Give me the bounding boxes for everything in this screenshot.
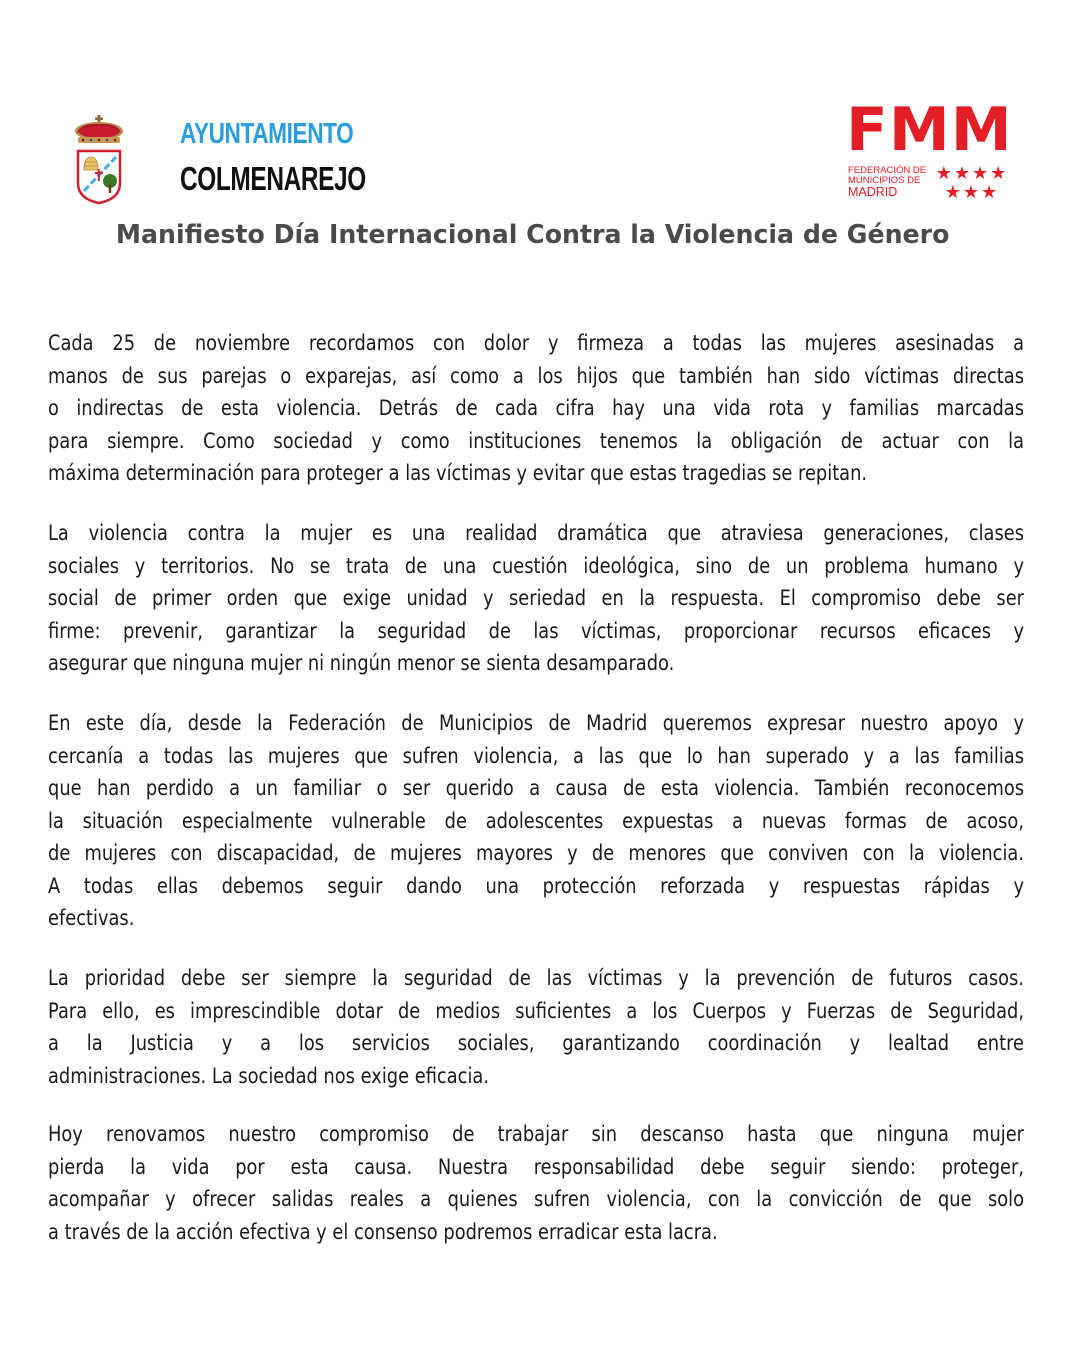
text-line: [48, 647, 1024, 680]
text-line: [48, 1183, 1024, 1216]
text-line: [48, 707, 1024, 740]
text-line-content: manos de sus parejas o exparejas, así como a los hijos que también han sido víctimas directas: [48, 363, 1025, 388]
fmm-subtitle-line3: MADRID: [848, 185, 898, 199]
stars-row-top: ★★★★: [935, 163, 1009, 184]
text-line-content: La prioridad debe ser siempre la seguridad de las víctimas y la prevención de futuros casos.: [48, 966, 1025, 990]
text-line-content: A todas ellas debemos seguir dando una protección reforzada y respuestas rápidas y: [48, 873, 1025, 898]
fmm-subtitle-line1: FEDERACIÓN DE: [848, 165, 927, 176]
ayuntamiento-label: AYUNTAMIENTO: [180, 118, 354, 150]
text-line-content: a la Justicia y a los servicios sociales, garantizando coordinación y lealtad entre: [48, 1031, 1025, 1055]
text-line: [48, 1118, 1024, 1151]
text-line-content: acompañar y ofrecer salidas reales a quienes sufren violencia, con la convicción de que solo: [48, 1187, 1025, 1211]
text-line-content: pierda la vida por esta causa. Nuestra responsabilidad debe seguir siendo: proteger,: [48, 1154, 1025, 1179]
stars-icon: [928, 164, 1016, 202]
stars-row-bottom: ★★★: [944, 182, 1000, 203]
text-line: [48, 1060, 1024, 1093]
text-line-content: social de primer orden que exige unidad y seriedad en la respuesta. El compromiso debe ser: [48, 586, 1025, 610]
text-line-content: cercanía a todas las mujeres que sufren violencia, a las que lo han superado y a las familias: [48, 743, 1025, 768]
text-line-content: Hoy renovamos nuestro compromiso de trabajar sin descanso hasta que ninguna mujer: [48, 1122, 1025, 1146]
text-line: [48, 425, 1024, 458]
text-line: [48, 392, 1024, 425]
text-line-content: de mujeres con discapacidad, de mujeres mayores y de menores que conviven con la violencia.: [48, 841, 1025, 865]
text-line-content: máxima determinación para proteger a las víctimas y evitar que estas tragedias se repitan.: [48, 461, 868, 485]
text-line-content: para siempre. Como sociedad y como instituciones tenemos la obligación de actuar con la: [48, 428, 1025, 453]
paragraph-3: [48, 707, 1024, 935]
text-line-content: firme: prevenir, garantizar la seguridad de las víctimas, proporcionar recursos eficaces y: [48, 618, 1025, 643]
text-line-content: que han perdido a un familiar o ser querido a causa de esta violencia. También reconocemos: [48, 776, 1025, 800]
text-line-content: Cada 25 de noviembre recordamos con dolor y firmeza a todas las mujeres asesinadas a: [48, 331, 1025, 355]
text-line: [48, 962, 1024, 995]
municipality-name: COLMENAREJO: [180, 160, 366, 197]
text-line: [48, 582, 1024, 615]
fmm-logo-mark: FMM: [846, 95, 1013, 165]
text-line: [48, 1027, 1024, 1060]
page-title: [0, 220, 1066, 250]
text-line-content: asegurar que ninguna mujer ni ningún menor se sienta desamparado.: [48, 651, 675, 675]
text-line-content: Para ello, es imprescindible dotar de medios suficientes a los Cuerpos y Fuerzas de Seguridad,: [48, 998, 1025, 1023]
fmm-subtitle-line2: MUNICIPIOS DE: [848, 175, 921, 186]
text-line: [48, 995, 1024, 1028]
text-line-content: sociales y territorios. No se trata de una cuestión ideológica, sino de un problema humano y: [48, 553, 1025, 578]
text-line: [48, 837, 1024, 870]
text-line-content: La violencia contra la mujer es una realidad dramática que atraviesa generaciones, clases: [48, 521, 1025, 545]
text-line: [48, 902, 1024, 935]
text-line: [48, 517, 1024, 550]
paragraph-4: [48, 962, 1024, 1092]
text-line: [48, 1151, 1024, 1184]
text-line-content: o indirectas de esta violencia. Detrás de cada cifra hay una vida rota y familias marcadas: [48, 396, 1025, 420]
coat-of-arms-icon: [72, 115, 126, 205]
text-line: [48, 615, 1024, 648]
text-line-content: En este día, desde la Federación de Municipios de Madrid queremos expresar nuestro apoyo y: [48, 711, 1025, 735]
text-line: [48, 772, 1024, 805]
text-line: [48, 740, 1024, 773]
text-line-content: la situación especialmente vulnerable de adolescentes expuestas a nuevas formas de acoso,: [48, 808, 1025, 833]
text-line-content: administraciones. La sociedad nos exige eficacia.: [48, 1063, 489, 1088]
paragraph-2: [48, 517, 1024, 680]
text-line: [48, 1216, 1024, 1249]
text-line: [48, 360, 1024, 393]
fmm-logo-subtitle: [848, 166, 926, 199]
page-title-text: Manifiesto Día Internacional Contra la Violencia de Género: [116, 220, 950, 250]
paragraph-1: [48, 327, 1024, 490]
text-line: [48, 327, 1024, 360]
text-line-content: a través de la acción efectiva y el consenso podremos erradicar esta lacra.: [48, 1219, 718, 1244]
text-line-content: efectivas.: [48, 906, 135, 930]
text-line: [48, 870, 1024, 903]
text-line: [48, 457, 1024, 490]
text-line: [48, 805, 1024, 838]
paragraph-5: [48, 1118, 1024, 1248]
text-line: [48, 550, 1024, 583]
